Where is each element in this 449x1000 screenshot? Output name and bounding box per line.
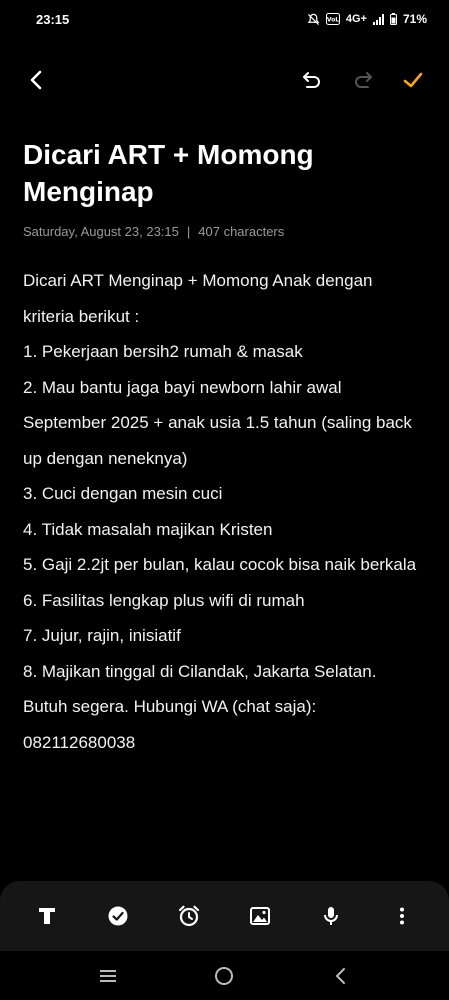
back-button[interactable]	[13, 56, 61, 104]
undo-button[interactable]	[288, 56, 336, 104]
battery-level: 71%	[402, 12, 427, 26]
nav-back-button[interactable]	[321, 956, 361, 996]
more-options-button[interactable]	[382, 896, 422, 936]
note-body[interactable]	[23, 263, 423, 760]
note-meta	[23, 224, 284, 239]
note-line: 2. Mau bantu jaga bayi newborn lahir awal September 2025 + anak usia 1.5 tahun (saling back up dengan neneknya)	[23, 377, 412, 468]
status-time: 23:15	[36, 11, 70, 27]
redo-button[interactable]	[339, 56, 387, 104]
note-line: 4. Tidak masalah majikan Kristen	[23, 519, 273, 539]
note-line: 5. Gaji 2.2jt per bulan, kalau cocok bisa naik berkala	[23, 555, 417, 574]
note-title[interactable]: Dicari ART + Momong Menginap	[23, 139, 314, 207]
mic-icon	[320, 905, 342, 927]
save-button[interactable]	[389, 56, 437, 104]
mute-bell-icon	[307, 13, 320, 26]
text-format-icon	[36, 905, 58, 927]
home-button[interactable]	[204, 956, 244, 996]
alarm-icon	[177, 904, 201, 928]
system-nav-bar	[0, 951, 449, 1000]
home-icon	[213, 965, 235, 987]
character-count: 407 characters	[198, 224, 285, 239]
note-line: 6. Fasilitas lengkap plus wifi di rumah	[23, 590, 305, 610]
status-icons	[307, 12, 427, 26]
undo-icon	[301, 69, 323, 91]
note-date: Saturday, August 23, 23:15	[23, 224, 179, 239]
volte-icon	[326, 13, 340, 25]
voice-input-button[interactable]	[311, 896, 351, 936]
recents-button[interactable]	[88, 956, 128, 996]
status-bar	[0, 0, 449, 38]
checklist-button[interactable]	[98, 896, 138, 936]
meta-separator: |	[186, 224, 191, 239]
note-line: Butuh segera. Hubungi WA (chat saja):	[23, 697, 317, 716]
redo-icon	[352, 69, 374, 91]
note-line: 3. Cuci dengan mesin cuci	[23, 484, 223, 503]
image-icon	[249, 905, 271, 927]
battery-icon	[390, 13, 397, 25]
insert-image-button[interactable]	[240, 896, 280, 936]
back-nav-icon	[330, 965, 352, 987]
top-toolbar	[0, 56, 449, 104]
bottom-toolbar	[0, 881, 449, 951]
checklist-icon	[107, 905, 129, 927]
note-line: 7. Jujur, rajin, inisiatif	[23, 626, 181, 645]
reminder-button[interactable]	[169, 896, 209, 936]
more-vert-icon	[391, 905, 413, 927]
signal-icon	[373, 14, 384, 25]
svg-text:VoL: VoL	[326, 16, 339, 24]
arrow-back-icon	[26, 69, 48, 91]
note-line: 1. Pekerjaan bersih2 rumah & masak	[23, 342, 303, 361]
text-format-button[interactable]	[27, 896, 67, 936]
note-line: Dicari ART Menginap + Momong Anak dengan kriteria berikut :	[23, 271, 373, 326]
recents-icon	[97, 965, 119, 987]
note-line: 8. Majikan tinggal di Cilandak, Jakarta Selatan.	[23, 661, 377, 681]
check-icon	[401, 68, 425, 92]
network-type: 4G+	[345, 13, 367, 25]
note-line: 082112680038	[23, 732, 136, 752]
